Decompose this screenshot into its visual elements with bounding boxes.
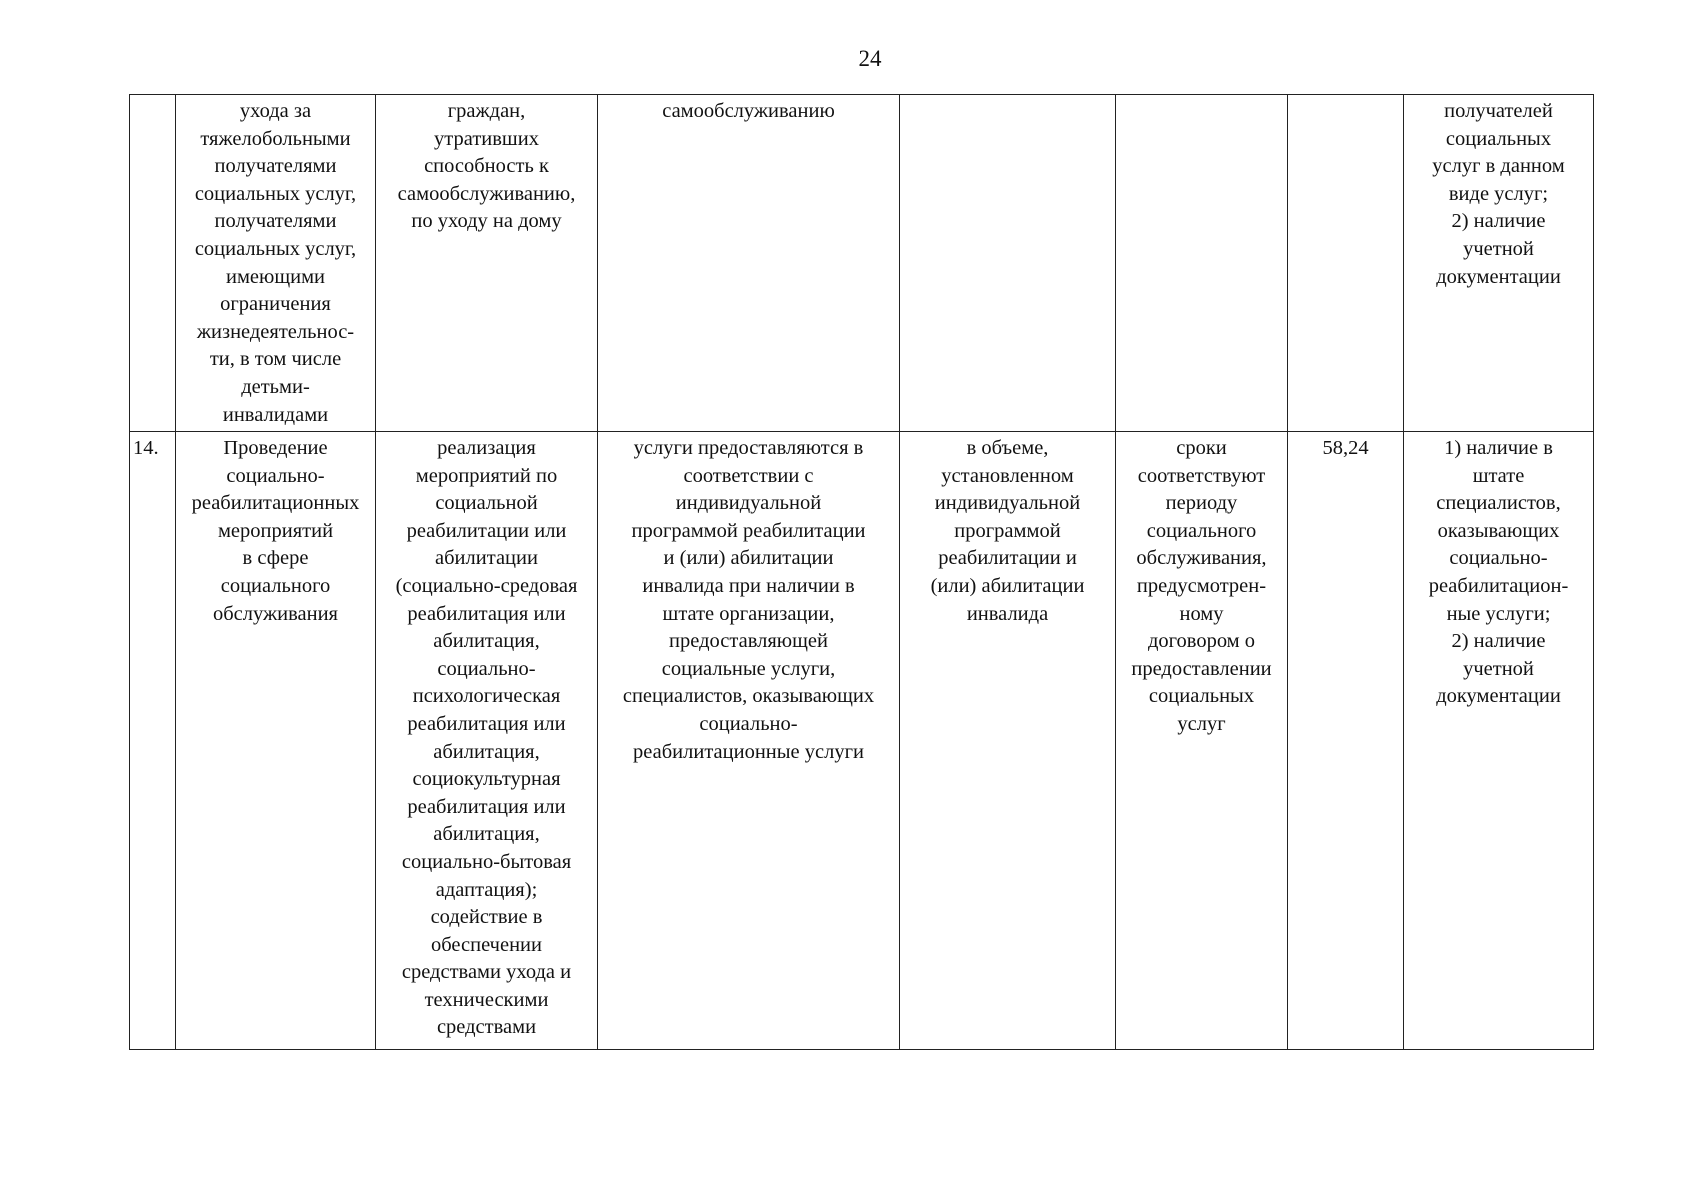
service-volume-cell [900, 95, 1116, 432]
service-conditions-cell: самообслуживанию [598, 95, 900, 432]
table-row [130, 432, 1594, 1050]
services-table [129, 94, 1594, 1050]
service-description-cell: граждан, утративших способность к самообслуживанию, по уходу на дому [376, 95, 598, 432]
service-name-cell: ухода за тяжелобольными получателями социальных услуг, получателями социальных услуг, имеющими ограничения жизнедеятельнос- ти, в том числе детьми- инвалидами [176, 95, 376, 432]
service-name-cell: Проведение социально- реабилитационных мероприятий в сфере социального обслуживания [176, 432, 376, 1050]
page-number: 24 [858, 46, 882, 71]
table-row [130, 95, 1594, 432]
service-terms-cell: сроки соответствуют периоду социального обслуживания, предусмотрен- ному договором о предоставлении социальных услуг [1116, 432, 1288, 1050]
service-tariff-cell [1288, 95, 1404, 432]
service-volume-cell: в объеме, установленном индивидуальной программой реабилитации и (или) абилитации инвалида [900, 432, 1116, 1050]
service-conditions-cell: услуги предоставляются в соответствии с индивидуальной программой реабилитации и (или) абилитации инвалида при наличии в штате организации, предоставляющей социальные услуги, специалистов, оказывающих социально- реабилитационные услуги [598, 432, 900, 1050]
service-description-cell: реализация мероприятий по социальной реабилитации или абилитации (социально-средовая реабилитация или абилитация, социально- психологическая реабилитация или абилитация, социокультурная реабилитация или абилитация, социально-бытовая адаптация); содействие в обеспечении средствами ухода и техническими средствами [376, 432, 598, 1050]
row-number-cell: 14. [130, 432, 176, 1050]
service-quality-cell: 1) наличие в штате специалистов, оказывающих социально- реабилитацион- ные услуги; 2) наличие учетной документации [1404, 432, 1594, 1050]
service-terms-cell [1116, 95, 1288, 432]
service-tariff-cell: 58,24 [1288, 432, 1404, 1050]
row-number-cell [130, 95, 176, 432]
service-quality-cell: получателей социальных услуг в данном виде услуг; 2) наличие учетной документации [1404, 95, 1594, 432]
